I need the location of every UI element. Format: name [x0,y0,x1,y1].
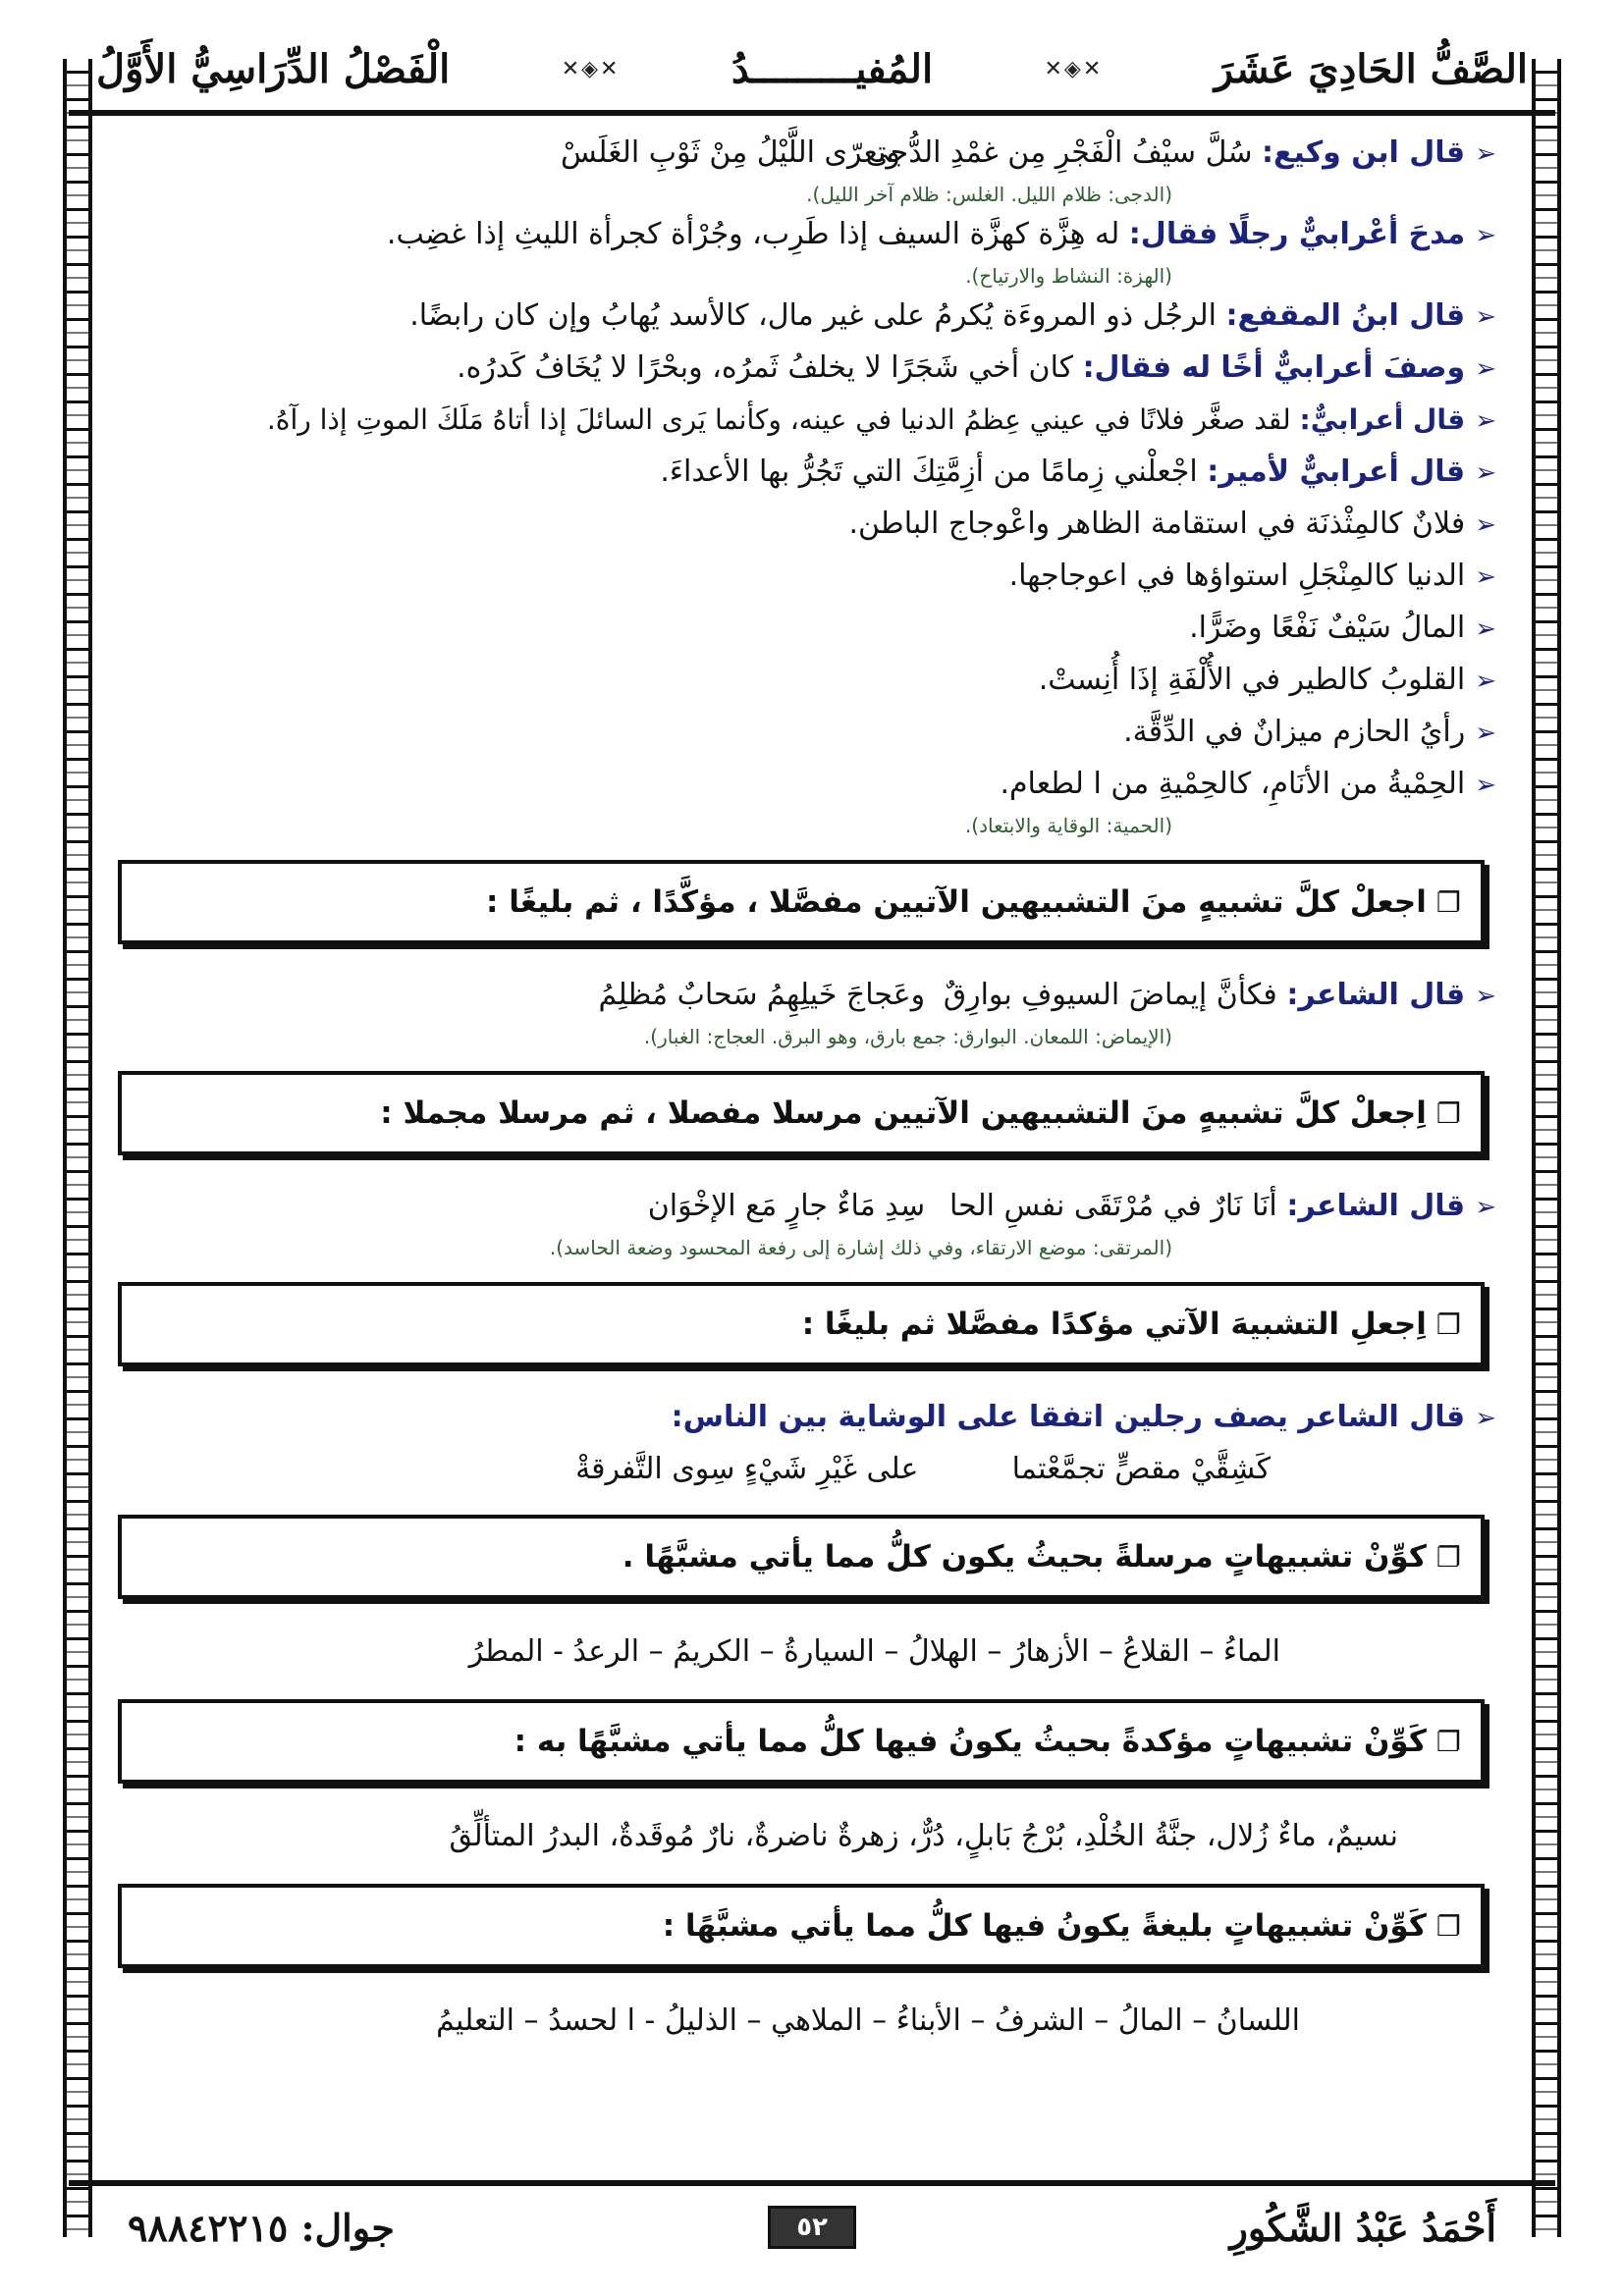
list-item: ➢مدحَ أعْرابيٌّ رجلًا فقال: له هِزَّة كهزَّة السيف إذا طَرِب، وجُرْأة كجرأة الليثِ إذا غضِب. [386,217,1496,251]
list-item: ➢الحِمْيةُ من الأنَامِ، كالحِمْيةِ من ا لطعام. [1000,767,1496,801]
copy-icon: ❐ [1435,1909,1461,1943]
list-item: ➢قال ابن وكيع: سُلَّ سيْفُ الْفَجْرِ مِن غمْدِ الدُّجى وتعرّى اللَّيْلُ مِنْ ثَوْبِ الغَلَسْ [561,135,1496,170]
exercise-box: ❐ كَوِّنْ تشبيهاتٍ بليغةً يكونُ فيها كلُّ مما يأتي مشبَّهًا : [118,1884,1485,1968]
ornament-icon: ✕◈✕ [561,56,621,81]
page-header [59,29,1565,108]
footnote: (المرتقى: موضع الارتقاء، وفي ذلك إشارة إلى رفعة المحسود وضعة الحاسد). [549,1236,1172,1259]
list-item: ➢القلوبُ كالطير في الأُلْفَةِ إذَا أُنِستْ. [1038,663,1496,697]
page-footer [59,2188,1565,2267]
list-item: ➢الدنيا كالمِنْجَلِ استواؤها في اعوجاجها. [1008,559,1496,593]
verse-line: ➢قال الشاعر: أنَا نَارٌ في مُرْتَقَى نفسِ الحا سِدِ مَاءٌ جارٍ مَع الإخْوَان [647,1189,1496,1223]
list-item: ➢قال أعرابيٌّ: لقد صغَّر فلانًا في عيني عِظمُ الدنيا في عينه، وكأنما يَرى السائلَ إذا أتاهُ مَلَكَ الموتِ إذا رآهُ. [266,403,1496,436]
list-item: ➢وصفَ أعرابيٌّ أخًا له فقال: كان أخي شَجَرًا لا يخلفُ ثَمرُه، وبحْرًا لا يُخَافُ كَدرُه. [457,350,1496,385]
page-border-right [1532,59,1561,2237]
list-item: ➢قال ابنُ المقفع: الرجُل ذو المروءَة يُكرمُ على غير مال، كالأسد يُهابُ وإن كان رابضًا. [409,298,1496,333]
footnote: (الهزة: النشاط والارتياح). [965,264,1172,288]
exercise-box: ❐ كوِّنْ تشبيهاتٍ مرسلةً بحيثُ يكون كلُّ مما يأتي مشبَّهًا . [118,1515,1485,1599]
copy-icon: ❐ [1435,1725,1461,1758]
exercise-box: ❐ اِجعلِ التشبيهَ الآتي مؤكدًا مفصَّلا ثم بليغًا : [118,1282,1485,1366]
arrow-icon: ➢ [1475,719,1496,748]
arrow-icon: ➢ [1475,354,1496,384]
arrow-icon: ➢ [1475,1404,1496,1433]
ornament-icon: ✕◈✕ [1044,56,1104,81]
arrow-icon: ➢ [1475,771,1496,800]
copy-icon: ❐ [1435,885,1461,919]
arrow-icon: ➢ [1475,139,1496,169]
copy-icon: ❐ [1435,1308,1461,1341]
copy-icon: ❐ [1435,1096,1461,1130]
phone-number: جوال: ٩٨٨٤٢٢١٥ [128,2205,395,2250]
list-item: ➢المالُ سَيْفٌ نَفْعًا وضَرًّا. [1189,611,1496,645]
page-number: ٥٢ [768,2206,856,2249]
arrow-icon: ➢ [1475,667,1496,696]
exercise-box: ❐ كَوِّنْ تشبيهاتٍ مؤكدةً بحيثُ يكونُ فيها كلُّ مما يأتي مشبَّهًا به : [118,1699,1485,1784]
semester-title: الْفَصْلُ الدِّرَاسِيُّ الأَوَّلُ [96,45,451,92]
word-list: الماءُ – القلاعُ – الأزهارُ – الهلالُ – السيارةُ – الكريمُ – الرعدُ - المطرُ [468,1634,1280,1669]
main-content [118,128,1496,2049]
word-list: نسيمٌ، ماءٌ زُلال، جنَّةُ الخُلْدِ، بُرْجُ بَابلٍ، دُرٌّ، زهرةٌ ناضرةٌ، نارٌ مُوقَدةٌ، البدرُ المتألِّقُ [449,1819,1398,1853]
list-item: ➢رأيُ الحازم ميزانٌ في الدِّقَّة. [1123,715,1496,749]
list-item: ➢فلانٌ كالمِثْذنَة في استقامة الظاهر واعْوجاج الباطن. [848,507,1496,541]
footnote: (الحمية: الوقاية والابتعاد). [964,814,1172,837]
footer-rule [69,2180,1555,2186]
arrow-icon: ➢ [1475,302,1496,332]
copy-icon: ❐ [1435,1540,1461,1574]
exercise-box: ❐ اِجعلْ كلَّ تشبيهٍ منَ التشبيهين الآتيين مرسلا مفصلا ، ثم مرسلا مجملا : [118,1071,1485,1155]
arrow-icon: ➢ [1475,982,1496,1011]
arrow-icon: ➢ [1475,614,1496,644]
grade-title: الصَّفُّ الحَادِيَ عَشَرَ [1214,45,1528,92]
arrow-icon: ➢ [1475,1193,1496,1222]
arrow-icon: ➢ [1475,510,1496,540]
header-rule [69,110,1555,116]
arrow-icon: ➢ [1475,458,1496,488]
book-title: المُفيـــــــــدُ [731,45,934,92]
arrow-icon: ➢ [1475,221,1496,250]
list-item: ➢قال أعرابيٌّ لأمير: اجْعلْني زِمامًا من أزِمَّتِكَ التي تَجُرُّ بها الأعداءَ. [660,454,1496,489]
verse-line: ➢قال الشاعر: فكأنَّ إيماضَ السيوفِ بوارِقٌ وعَجاجَ خَيلِهِمُ سَحابٌ مُظلِمُ [598,978,1496,1012]
verse-line: ➢قال الشاعر يصف رجلين اتفقا على الوشاية بين الناس: [671,1400,1496,1434]
author-name: أَحْمَدُ عَبْدُ الشَّكُورِ [1229,2205,1496,2250]
verse-line: كَشِقَّيْ مقصٍّ تجمَّعْتما على غَيْرِ شَيْءٍ سِوى التَّفرقةْ [575,1452,1271,1486]
page-border-left [63,59,92,2237]
word-list: اللسانُ – المالُ – الشرفُ – الأبناءُ – الملاهي – الذليلُ - ا لحسدُ – التعليمُ [436,2003,1300,2038]
arrow-icon: ➢ [1475,406,1496,436]
arrow-icon: ➢ [1475,562,1496,592]
footnote: (الدجى: ظلام الليل. الغلس: ظلام آخر الليل). [806,183,1172,206]
footnote: (الإيماض: اللمعان. البوارق: جمع بارق، وهو البرق. العجاج: الغبار). [643,1025,1172,1048]
exercise-box: ❐ اجعلْ كلَّ تشبيهٍ منَ التشبيهين الآتيين مفصَّلا ، مؤكَّدًا ، ثم بليغًا : [118,860,1485,944]
